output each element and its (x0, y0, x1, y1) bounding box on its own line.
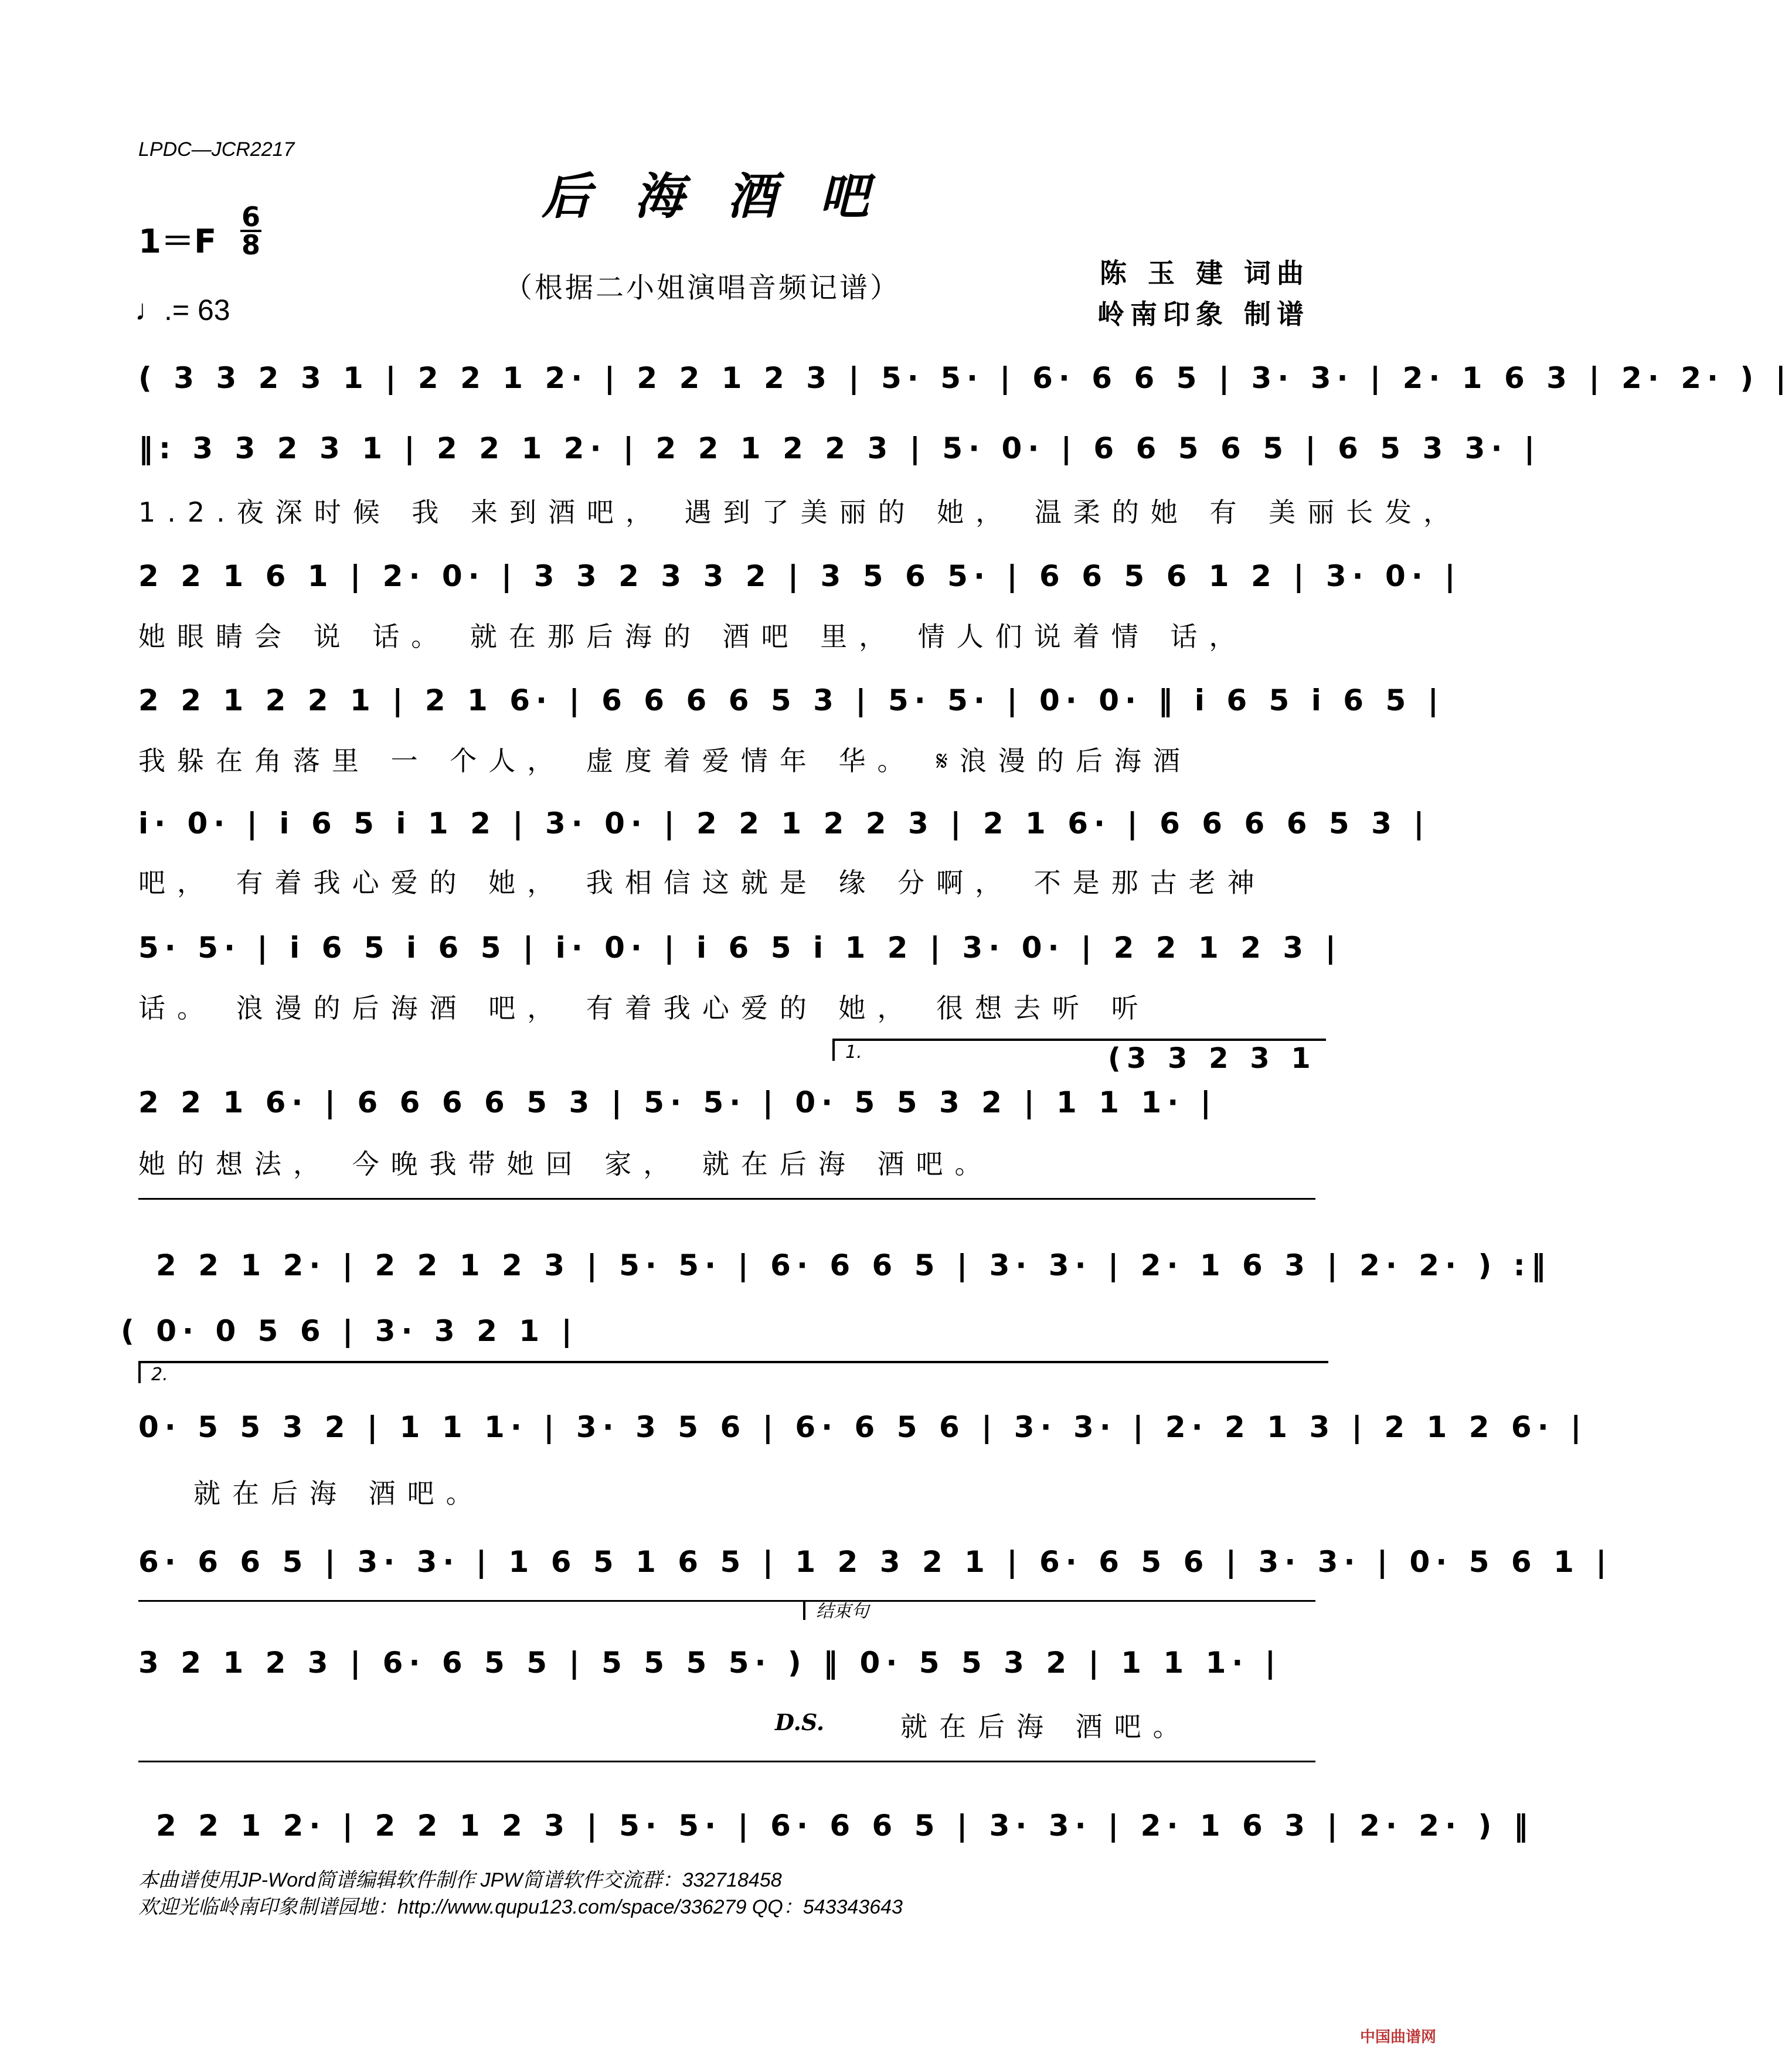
pickup-notes: (3 3 2 3 1 (1108, 1042, 1317, 1075)
notation-row-5 (138, 927, 1342, 968)
lyric-line-1: 1.2.夜深时候 我 来到酒吧， 遇到了美丽的 她， 温柔的她 有 美丽长发， (138, 496, 1463, 528)
score-code: LPDC—JCR2217 (138, 138, 295, 161)
notation-text: ‖: 3 3 2 3 1 | 2 2 1 2· | 2 2 1 2 2 3 | 5· 0· | 6 6 5 6 5 | 6 5 3 3· | (138, 431, 1541, 465)
notation-row-intro (138, 358, 1792, 399)
notation-text: 2 2 1 6· | 6 6 6 6 5 3 | 5· 5· | 0· 5 5 3 2 | 1 1 1· | (138, 1085, 1217, 1119)
notation-text: 3 2 1 2 3 | 6· 6 5 5 | 5 5 5 5· ) ‖ 0· 5 5 3 2 | 1 1 1· | (138, 1646, 1282, 1680)
footer-line-1: 本曲谱使用JP-Word简谱编辑软件制作 JPW简谱软件交流群：332718458 (138, 1869, 782, 1891)
lyric-line-7: 就在后海 酒吧。 (193, 1478, 485, 1509)
notation-text: i· 0· | i 6 5 i 1 2 | 3· 0· | 2 2 1 2 2 3 | 2 1 6· | 6 6 6 6 5 3 | (138, 806, 1430, 840)
notation-row-8 (121, 1310, 1298, 1352)
notation-row-9 (138, 1407, 1587, 1448)
notation-text: ( 3 3 2 3 1 | 2 2 1 2· | 2 2 1 2 3 | 5· 5· | 6· 6 6 5 | 3· 3· | 2· 1 6 3 | 2· 2· ) | (138, 361, 1792, 395)
notation-row-10 (138, 1541, 1613, 1582)
notation-row-12 (156, 1805, 1534, 1846)
notation-text: 2 2 1 2· | 2 2 1 2 3 | 5· 5· | 6· 6 6 5 | 3· 3· | 2· 1 6 3 | 2· 2· ) :‖ (156, 1248, 1552, 1282)
volta-2: 2. (138, 1361, 1328, 1383)
notation-text: 5· 5· | i 6 5 i 6 5 | i· 0· | i 6 5 i 1 2 | 3· 0· | 2 2 1 2 3 | (138, 931, 1342, 965)
volta-1: 1. (832, 1039, 1326, 1061)
credit-transcriber: 岭南印象 制谱 (1097, 298, 1310, 330)
notation-row-3 (138, 680, 1444, 721)
notation-row-6 (138, 1082, 1315, 1123)
subtitle: （根据二小姐演唱音频记谱） (504, 271, 901, 304)
time-sig-top: 6 (241, 201, 260, 233)
lyric-line-6: 她的想法， 今晚我带她回 家， 就在后海 酒吧。 (138, 1148, 994, 1180)
lyric-line-4: 吧， 有着我心爱的 她， 我相信这就是 缘 分啊， 不是那古老神 (138, 867, 1266, 898)
notation-text: 0· 5 5 3 2 | 1 1 1· | 3· 3 5 6 | 6· 6 5 6 | 3· 3· | 2· 2 1 3 | 2 1 2 6· | (138, 1410, 1587, 1444)
notation-row-2 (138, 556, 1461, 597)
notation-text: 2 2 1 6 1 | 2· 0· | 3 3 2 3 3 2 | 3 5 6 5· | 6 6 5 6 1 2 | 3· 0· | (138, 559, 1461, 593)
credit-lyrics-music: 陈 玉 建 词曲 (1099, 257, 1310, 289)
system-bracket-line-3 (138, 1761, 1315, 1762)
song-title: 后海酒吧 (541, 167, 912, 225)
time-sig-bottom: 8 (241, 229, 260, 261)
lyric-line-5: 话。 浪漫的后海酒 吧， 有着我心爱的 她， 很想去听 听 (138, 992, 1150, 1024)
time-signature (240, 201, 261, 261)
notation-row-11 (138, 1642, 1315, 1683)
notation-text: ( 0· 0 5 6 | 3· 3 2 1 | (121, 1314, 578, 1348)
notation-row-4 (138, 803, 1430, 844)
notation-text: 2 2 1 2 2 1 | 2 1 6· | 6 6 6 6 5 3 | 5· 5· | 0· 0· ‖ i 6 5 i 6 5 | (138, 683, 1444, 717)
lyric-line-8: 就在后海 酒吧。 (900, 1711, 1192, 1742)
notation-text: 6· 6 6 5 | 3· 3· | 1 6 5 1 6 5 | 1 2 3 2 1 | 6· 6 5 6 | 3· 3· | 0· 5 6 1 | (138, 1545, 1613, 1579)
site-logo: 中国曲谱网 (1359, 2028, 1436, 2046)
lyric-line-2: 她眼睛会 说 话。 就在那后海的 酒吧 里， 情人们说着情 话， (138, 621, 1248, 652)
end-phrase-marker: 结束句 (803, 1600, 992, 1620)
key-signature: 1＝F (138, 223, 217, 261)
notation-text: 2 2 1 2· | 2 2 1 2 3 | 5· 5· | 6· 6 6 5 | 3· 3· | 2· 1 6 3 | 2· 2· ) ‖ (156, 1809, 1534, 1843)
footer-line-2: 欢迎光临岭南印象制谱园地：http://www.qupu123.com/space/336279 QQ：543343643 (138, 1896, 903, 1918)
notation-row-7 (156, 1245, 1552, 1286)
notation-row-1 (138, 428, 1541, 469)
tempo-marking: ♩.= 63 (135, 294, 230, 326)
system-bracket-line (138, 1198, 1315, 1200)
system-bracket-line-2 (138, 1600, 1315, 1602)
dal-segno-marking: D.S. (775, 1709, 825, 1735)
lyric-line-3: 我躲在角落里 一 个人， 虚度着爱情年 华。 𝄋浪漫的后海酒 (138, 745, 1192, 777)
